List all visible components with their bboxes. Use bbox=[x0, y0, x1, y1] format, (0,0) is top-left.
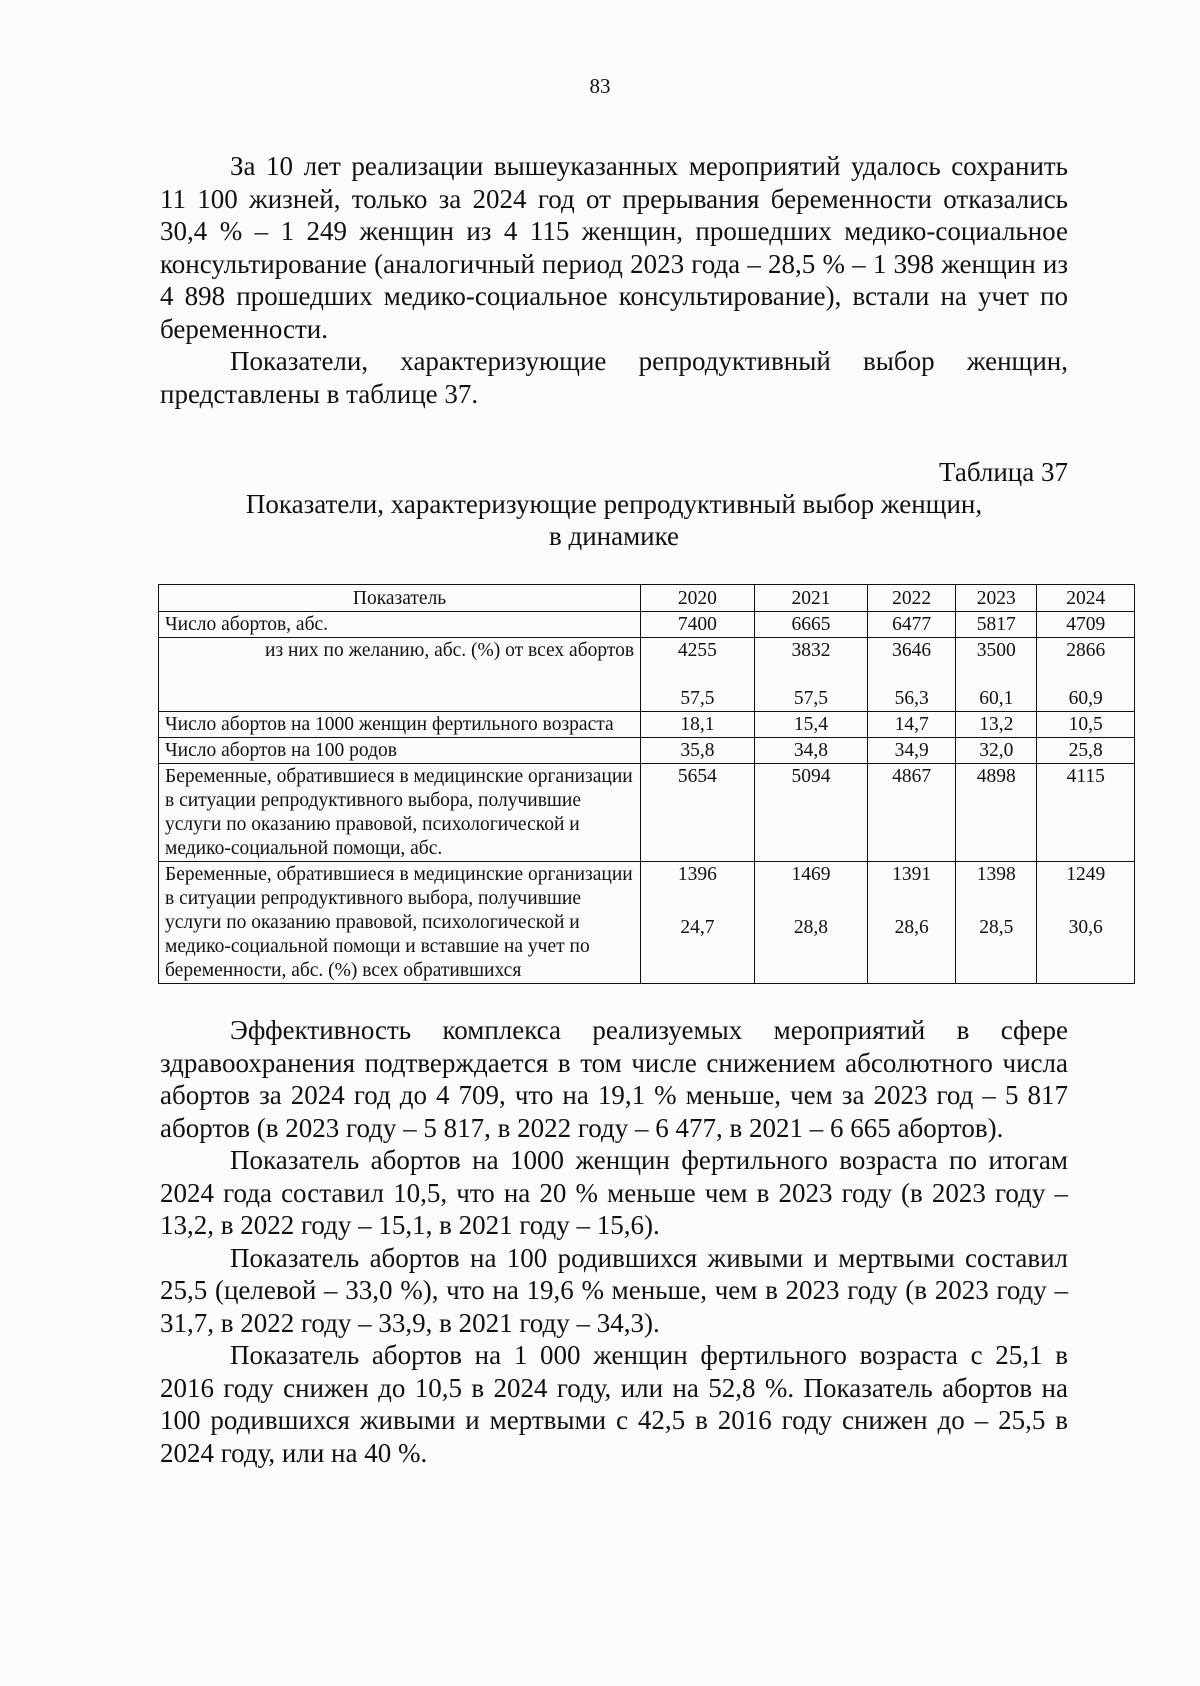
cell-value: 6665 bbox=[754, 612, 868, 638]
row-label: Число абортов на 100 родов bbox=[159, 738, 641, 764]
cell-value: 5817 bbox=[956, 612, 1037, 638]
row-label: Число абортов на 1000 женщин фертильного возраста bbox=[159, 712, 641, 738]
conclusion-section bbox=[160, 1014, 1068, 1469]
page-number: 83 bbox=[589, 74, 611, 98]
cell-count: 1398 bbox=[976, 864, 1016, 885]
table-title-line-1: Показатели, характеризующие репродуктивный выбор женщин, bbox=[245, 489, 983, 519]
cell-value bbox=[754, 862, 868, 984]
cell-percent: 60,9 bbox=[1068, 688, 1103, 709]
cell-value bbox=[956, 638, 1037, 712]
table-title bbox=[160, 488, 1068, 552]
indicators-table bbox=[158, 584, 1135, 984]
header-year: 2022 bbox=[868, 585, 956, 612]
cell-count: 3646 bbox=[892, 640, 932, 661]
cell-value: 6477 bbox=[868, 612, 956, 638]
table-row bbox=[159, 738, 1135, 764]
cell-value bbox=[1037, 862, 1135, 984]
cell-value: 5654 bbox=[641, 764, 755, 862]
cell-value: 5094 bbox=[754, 764, 868, 862]
cell-count: 4255 bbox=[677, 640, 717, 661]
outro-paragraph-3: Показатель абортов на 100 родившихся живыми и мертвыми составил 25,5 (целевой – 33,0 %), что на 19,6 % меньше, чем в 2023 году (в 2023 году – 31,7, в 2022 году – 33,9, в 2021 году – 34,3). bbox=[160, 1242, 1068, 1338]
table-row bbox=[159, 764, 1135, 862]
cell-value: 10,5 bbox=[1037, 712, 1135, 738]
cell-count: 1469 bbox=[791, 864, 831, 885]
cell-value: 35,8 bbox=[641, 738, 755, 764]
header-year: 2020 bbox=[641, 585, 755, 612]
outro-paragraph-4: Показатель абортов на 1 000 женщин фертильного возраста с 25,1 в 2016 году снижен до 10,5 в 2024 году, или на 52,8 %. Показатель абортов на 100 родившихся живыми и мертвыми с 42,5 в 2016 году снижен до – 25,5 в 2024 году, или на 40 %. bbox=[160, 1340, 1068, 1468]
table-label: Таблица 37 bbox=[939, 457, 1068, 487]
cell-value: 4115 bbox=[1037, 764, 1135, 862]
cell-value: 15,4 bbox=[754, 712, 868, 738]
cell-value: 13,2 bbox=[956, 712, 1037, 738]
cell-percent: 28,5 bbox=[979, 917, 1014, 938]
cell-percent: 56,3 bbox=[894, 688, 929, 709]
table-header-row bbox=[159, 585, 1135, 612]
document-body bbox=[160, 150, 1106, 1469]
cell-percent: 57,5 bbox=[680, 688, 715, 709]
cell-count: 2866 bbox=[1066, 640, 1106, 661]
cell-value bbox=[1037, 638, 1135, 712]
table-row bbox=[159, 712, 1135, 738]
header-year: 2021 bbox=[754, 585, 868, 612]
table-row bbox=[159, 862, 1135, 984]
intro-paragraph-1: За 10 лет реализации вышеуказанных мероприятий удалось сохранить 11 100 жизней, только за 2024 год от прерывания беременности отказались 30,4 % – 1 249 женщин из 4 115 женщин, прошедших медико-социальное консультирование (аналогичный период 2023 года – 28,5 % – 1 398 женщин из 4 898 прошедших медико-социальное консультирование), встали на учет по беременности. bbox=[160, 151, 1068, 344]
cell-percent: 57,5 bbox=[793, 688, 828, 709]
row-label: Беременные, обратившиеся в медицинские организации в ситуации репродуктивного выбора, получившие услуги по оказанию правовой, психологической и медико-социальной помощи и вставшие на учет по беременности, абс. (%) всех обратившихся bbox=[159, 862, 641, 984]
row-label: из них по желанию, абс. (%) от всех абортов bbox=[159, 638, 641, 712]
cell-value bbox=[868, 862, 956, 984]
cell-value: 4867 bbox=[868, 764, 956, 862]
cell-value bbox=[868, 638, 956, 712]
cell-value: 4709 bbox=[1037, 612, 1135, 638]
row-label: Беременные, обратившиеся в медицинские организации в ситуации репродуктивного выбора, получившие услуги по оказанию правовой, психологической и медико-социальной помощи, абс. bbox=[159, 764, 641, 862]
cell-percent: 60,1 bbox=[979, 688, 1014, 709]
cell-percent: 30,6 bbox=[1068, 917, 1103, 938]
cell-value: 18,1 bbox=[641, 712, 755, 738]
cell-count: 3832 bbox=[791, 640, 831, 661]
cell-value: 4898 bbox=[956, 764, 1037, 862]
cell-percent: 24,7 bbox=[680, 917, 715, 938]
cell-percent: 28,8 bbox=[793, 917, 828, 938]
cell-value: 14,7 bbox=[868, 712, 956, 738]
cell-percent: 28,6 bbox=[894, 917, 929, 938]
cell-value bbox=[956, 862, 1037, 984]
cell-count: 1249 bbox=[1066, 864, 1106, 885]
intro-paragraph-2: Показатели, характеризующие репродуктивный выбор женщин, представлены в таблице 37. bbox=[160, 346, 1068, 409]
cell-count: 3500 bbox=[976, 640, 1016, 661]
outro-paragraph-2: Показатель абортов на 1000 женщин фертильного возраста по итогам 2024 года составил 10,5, что на 20 % меньше чем в 2023 году (в 2023 году – 13,2, в 2022 году – 15,1, в 2021 году – 15,6). bbox=[160, 1145, 1068, 1240]
cell-count: 1396 bbox=[677, 864, 717, 885]
header-year: 2024 bbox=[1037, 585, 1135, 612]
table-row bbox=[159, 638, 1135, 712]
cell-value: 34,9 bbox=[868, 738, 956, 764]
table-title-line-2: в динамике bbox=[548, 521, 680, 551]
cell-value: 32,0 bbox=[956, 738, 1037, 764]
cell-count: 1391 bbox=[892, 864, 932, 885]
cell-value bbox=[641, 862, 755, 984]
cell-value bbox=[641, 638, 755, 712]
header-year: 2023 bbox=[956, 585, 1037, 612]
table-row bbox=[159, 612, 1135, 638]
row-label: Число абортов, абс. bbox=[159, 612, 641, 638]
cell-value: 7400 bbox=[641, 612, 755, 638]
cell-value bbox=[754, 638, 868, 712]
cell-value: 25,8 bbox=[1037, 738, 1135, 764]
cell-value: 34,8 bbox=[754, 738, 868, 764]
header-indicator: Показатель bbox=[159, 585, 641, 612]
outro-paragraph-1: Эффективность комплекса реализуемых мероприятий в сфере здравоохранения подтверждается в том числе снижением абсолютного числа абортов за 2024 год до 4 709, что на 19,1 % меньше, чем за 2023 год – 5 817 абортов (в 2023 году – 5 817, в 2022 году – 6 477, в 2021 – 6 665 абортов). bbox=[160, 1015, 1068, 1143]
